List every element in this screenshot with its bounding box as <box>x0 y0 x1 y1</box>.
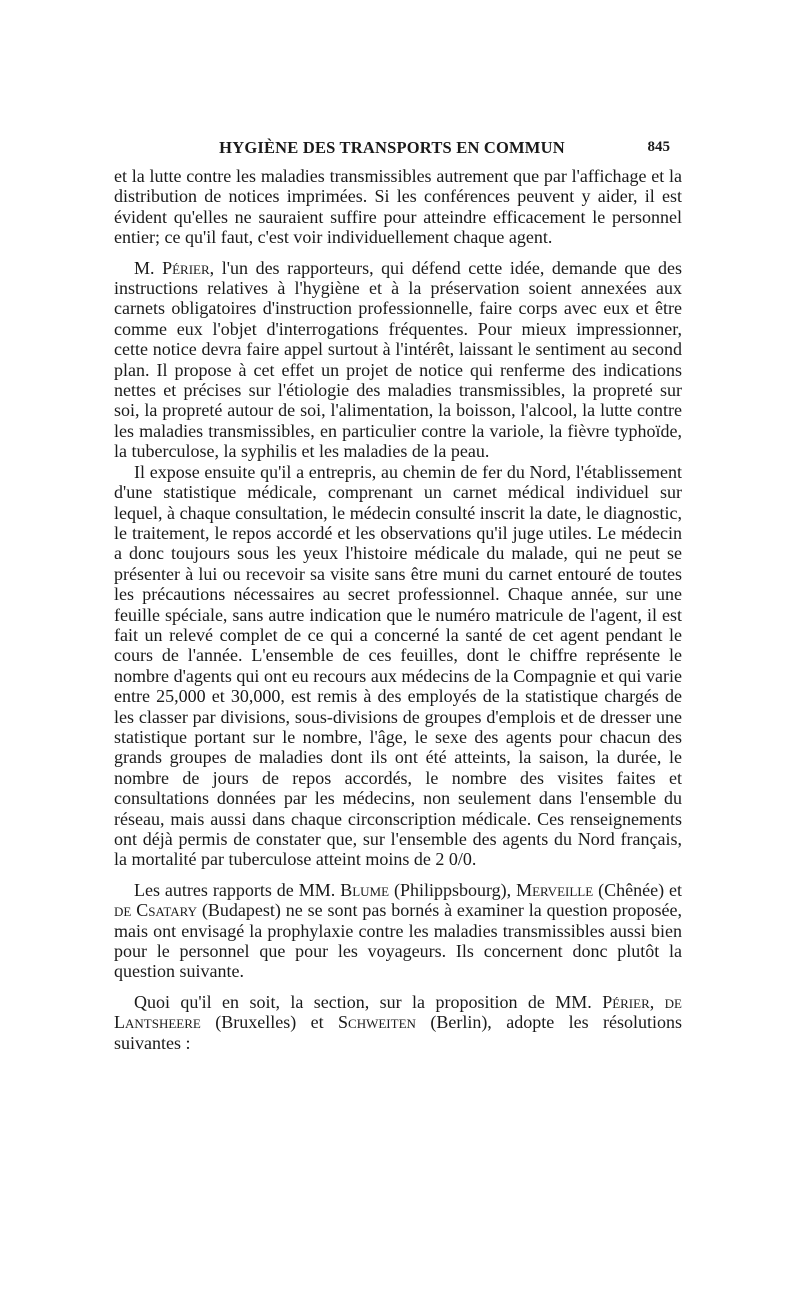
person-name-blume: Blume <box>340 879 390 900</box>
paragraph-2 <box>114 258 682 462</box>
page-number: 845 <box>647 139 670 155</box>
paragraph-4-text-4: (Budapest) ne se sont pas bornés à examiner la question proposée, mais ont envisagé la prophylaxie contre les maladies transmissibles aussi bien pour le personnel que pour les voyageurs. Ils concernent donc plutôt la question suivante. <box>114 900 682 982</box>
paragraph-2-lead: M. <box>134 257 163 278</box>
paragraph-4-text-1: Les autres rapports de MM. <box>134 879 341 900</box>
paragraph-5-text-2: (Bruxelles) et <box>200 1012 339 1033</box>
paragraph-4-text-3: (Chênée) et <box>593 879 683 900</box>
paragraph-2-text: , l'un des rapporteurs, qui défend cette idée, demande que des instructions relatives à l'hygiène et à la préservation soient annexées aux carnets obligatoires d'instruction professionnelle, faire corps avec eux et être comme eux l'objet d'interrogations fréquentes. Pour mieux impressionner, cette notice devra faire appel surtout à l'intérêt, laissant le sentiment au second plan. Il propose à cet effet un projet de notice qui renferme des indications nettes et précises sur l'étiologie des maladies transmissibles, la propreté sur soi, la propreté autour de soi, l'alimentation, la boisson, l'alcool, la lutte contre les maladies transmissibles, en particulier contre la variole, la fièvre typhoïde, la tuberculose, la syphilis et les maladies de la peau. <box>114 257 682 462</box>
paragraph-5-text-3: (Berlin), adopte les résolutions suivantes : <box>114 1012 683 1053</box>
person-name-csatary: de Csatary <box>114 900 198 921</box>
running-title: HYGIÈNE DES TRANSPORTS EN COMMUN <box>219 138 565 157</box>
body-text <box>114 166 682 1053</box>
person-name-perier-lantsheere: Périer, de Lantsheere <box>114 991 682 1033</box>
paragraph-1: et la lutte contre les maladies transmissibles autrement que par l'affichage et la distribution de notices imprimées. Si les conférences peuvent y aider, il est évident qu'elles ne sauraient suffire pour atteindre efficacement le personnel entier; ce qu'il faut, c'est voir individuellement chaque agent. <box>114 166 682 248</box>
person-name-schweiten: Schweiten <box>338 1012 416 1033</box>
paragraph-5 <box>114 992 682 1053</box>
paragraph-5-text-1: Quoi qu'il en soit, la section, sur la proposition de MM. <box>134 991 603 1012</box>
paragraph-4 <box>114 880 682 982</box>
paragraph-4-text-2: (Philippsbourg), <box>389 879 517 900</box>
running-head <box>114 138 670 162</box>
person-name-merveille: Merveille <box>516 879 594 900</box>
paragraph-3: Il expose ensuite qu'il a entrepris, au chemin de fer du Nord, l'établissement d'une statistique médicale, comprenant un carnet médical individuel sur lequel, à chaque consultation, le médecin consulté inscrit la date, le diagnostic, le traitement, le repos accordé et les observations qu'il juge utiles. Le médecin a donc toujours sous les yeux l'histoire médicale du malade, qui ne peut se présenter à lui ou recevoir sa visite sans être muni du carnet entouré de toutes les précautions nécessaires au secret professionnel. Chaque année, sur une feuille spéciale, sans autre indication que le numéro matricule de l'agent, il est fait un relevé complet de ce qui a concerné la santé de cet agent pendant le cours de l'année. L'ensemble de ces feuilles, dont le chiffre représente le nombre d'agents qui ont eu recours aux médecins de la Compagnie et qui varie entre 25,000 et 30,000, est remis à des employés de la statistique chargés de les classer par divisions, sous-divisions de groupes d'emplois et de dresser une statistique portant sur le nombre, l'âge, le sexe des agents pour chacun des grands groupes de maladies dont ils ont été atteints, la saison, la durée, le nombre de jours de repos accordés, le nombre des visites faites et consultations données par les médecins, non seulement dans l'ensemble du réseau, mais aussi dans chaque circonscription médicale. Ces renseignements ont déjà permis de constater que, sur l'ensemble des agents du Nord français, la mortalité par tuberculose atteint moins de 2 0/0. <box>114 461 682 870</box>
person-name-perier: Périer <box>162 257 210 278</box>
